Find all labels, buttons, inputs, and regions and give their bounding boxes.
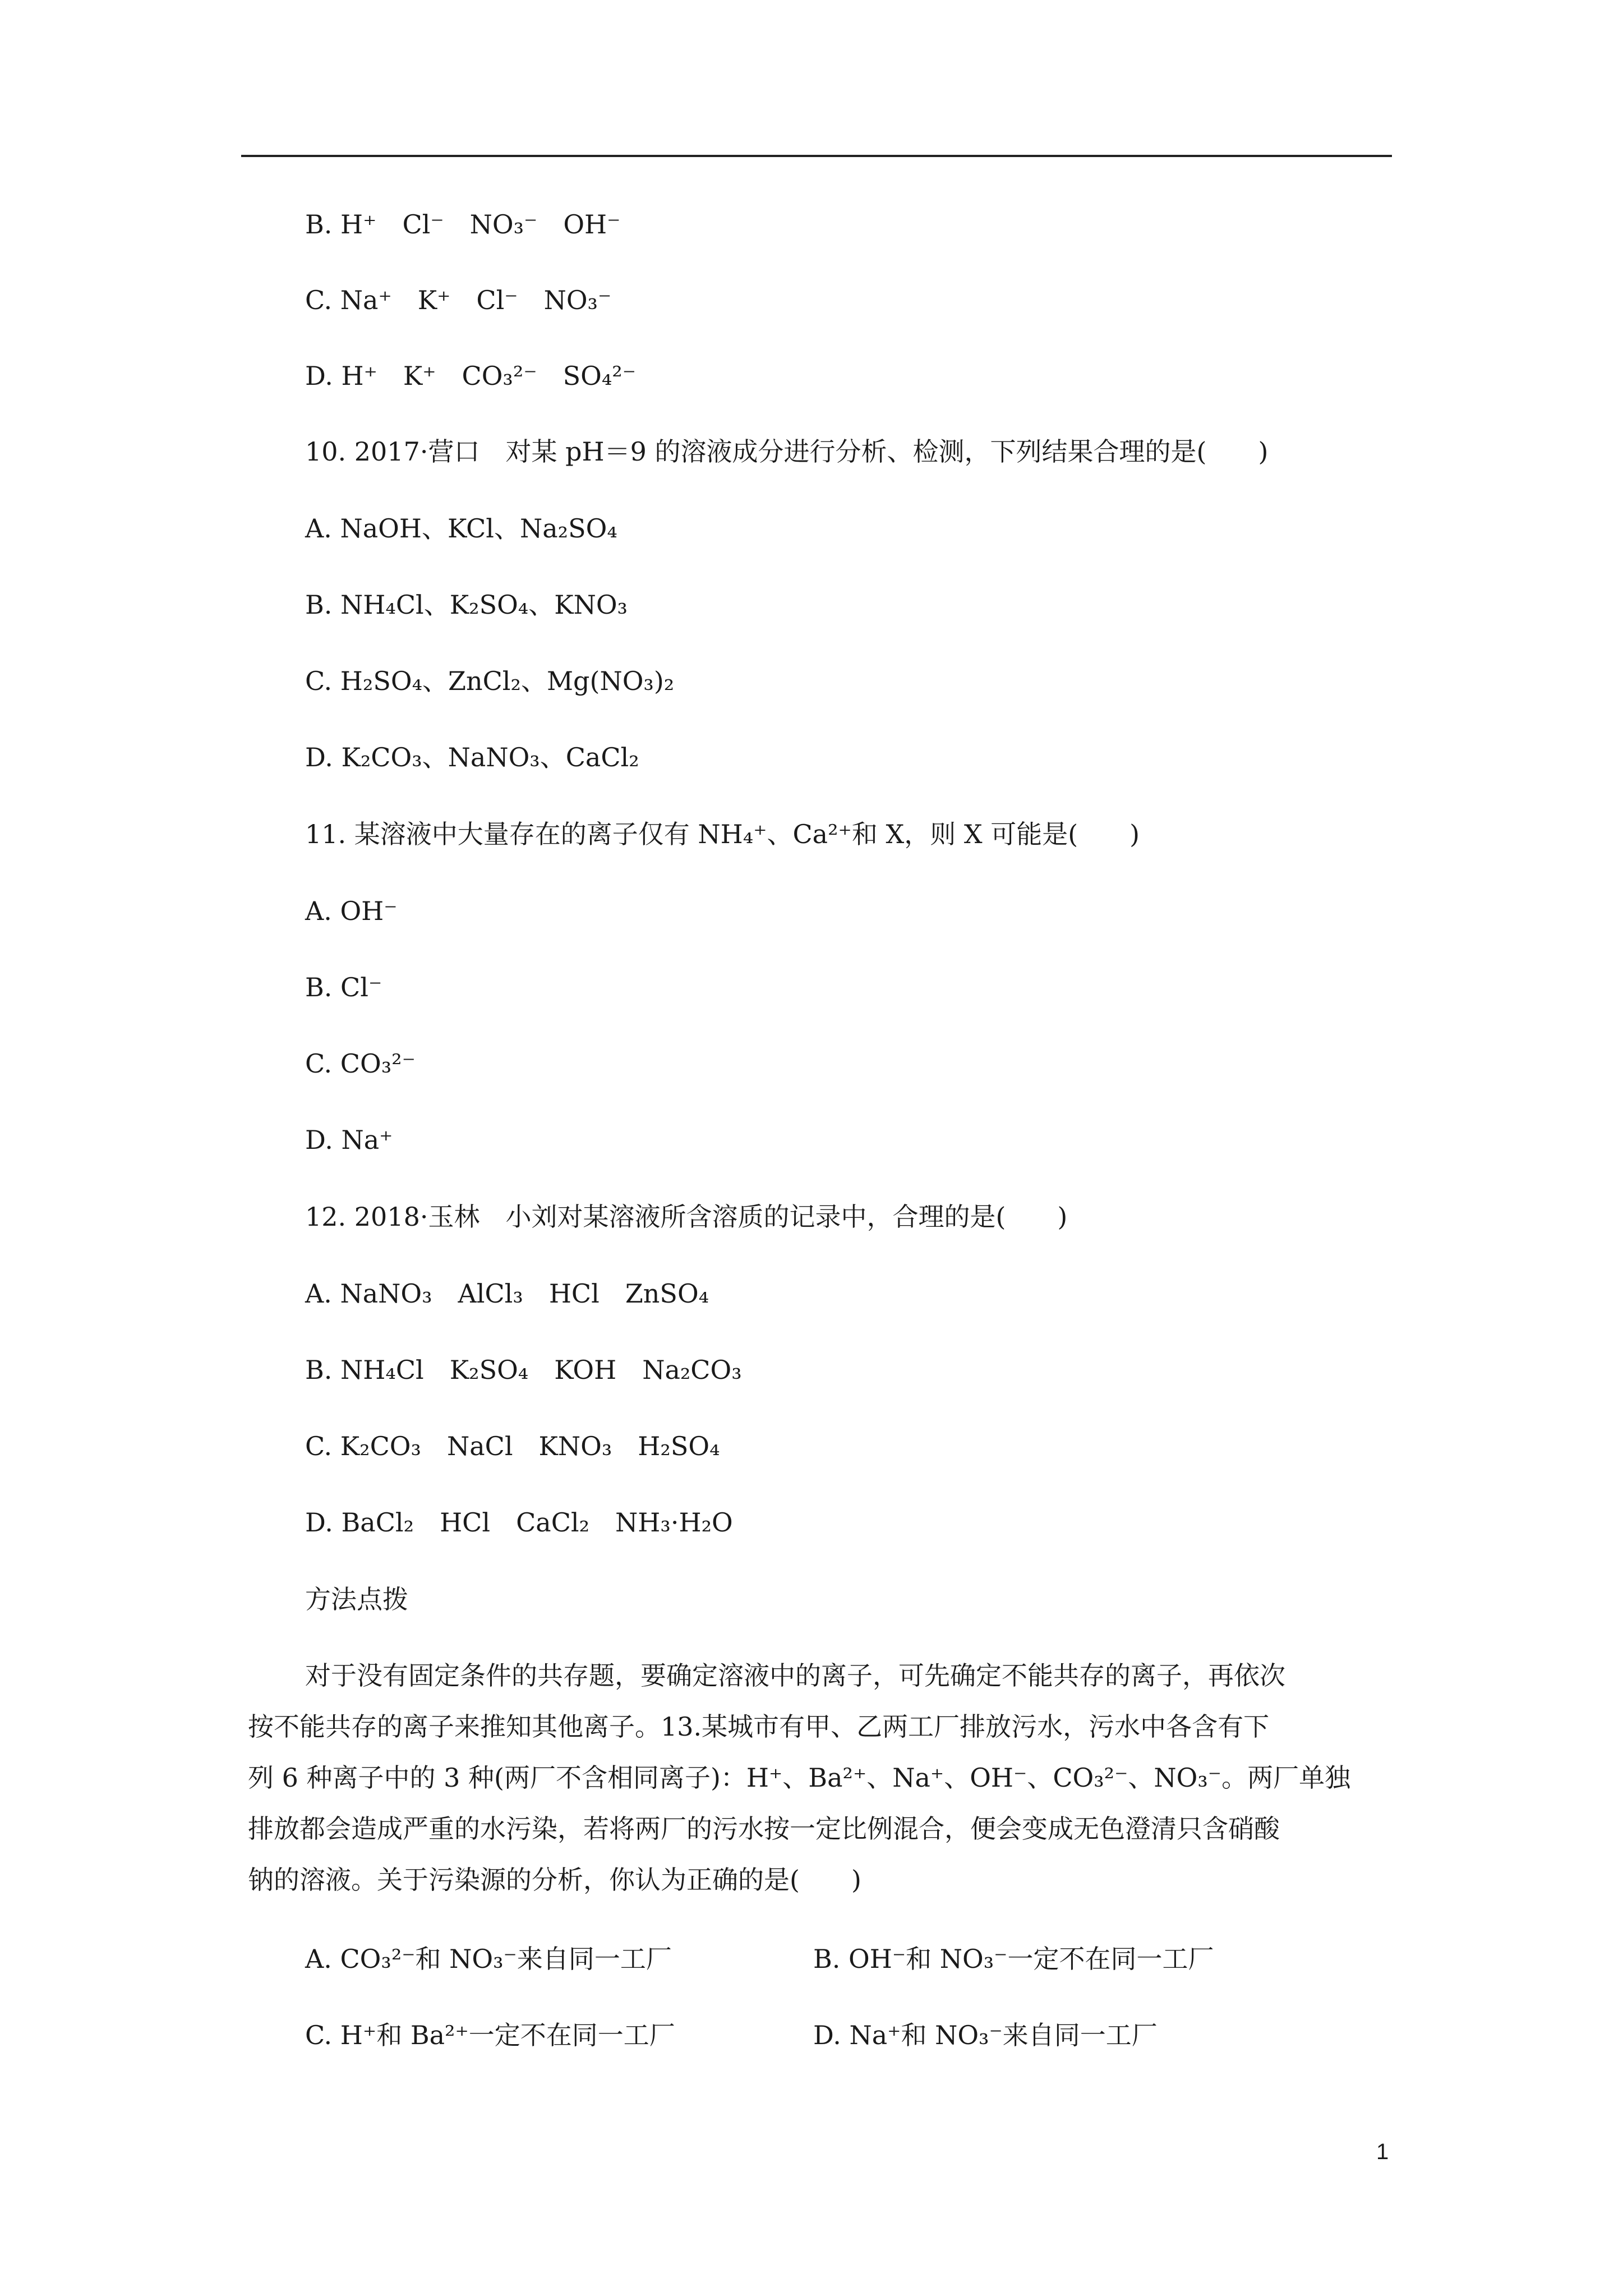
q9-option-c: C. Na⁺ K⁺ Cl⁻ NO₃⁻ — [305, 285, 612, 315]
header-rule — [241, 155, 1392, 157]
q13-option-c: C. H⁺和 Ba²⁺一定不在同一工厂 — [305, 2020, 675, 2050]
method-paragraph-line-5: 钠的溶液。关于污染源的分析，你认为正确的是( ) — [248, 1865, 861, 1895]
q12-option-d: D. BaCl₂ HCl CaCl₂ NH₃·H₂O — [305, 1507, 733, 1538]
page-number: 1 — [1376, 2139, 1389, 2164]
q10-option-a: A. NaOH、KCl、Na₂SO₄ — [305, 513, 617, 544]
method-paragraph-line-2: 按不能共存的离子来推知其他离子。13.某城市有甲、乙两工厂排放污水，污水中各含有下 — [248, 1711, 1270, 1742]
q12-stem: 12. 2018·玉林 小刘对某溶液所含溶质的记录中，合理的是( ) — [305, 1202, 1068, 1232]
q11-stem: 11. 某溶液中大量存在的离子仅有 NH₄⁺、Ca²⁺和 X，则 X 可能是( ) — [305, 819, 1140, 849]
q13-option-a: A. CO₃²⁻和 NO₃⁻来自同一工厂 — [305, 1944, 672, 1974]
method-paragraph-line-4: 排放都会造成严重的水污染，若将两厂的污水按一定比例混合，便会变成无色澄清只含硝酸 — [248, 1814, 1280, 1844]
q13-option-b: B. OH⁻和 NO₃⁻一定不在同一工厂 — [813, 1944, 1214, 1974]
q12-option-b: B. NH₄Cl K₂SO₄ KOH Na₂CO₃ — [305, 1355, 742, 1385]
q10-option-c: C. H₂SO₄、ZnCl₂、Mg(NO₃)₂ — [305, 666, 675, 696]
method-heading: 方法点拨 — [305, 1584, 408, 1614]
q11-option-d: D. Na⁺ — [305, 1125, 393, 1155]
q9-option-d: D. H⁺ K⁺ CO₃²⁻ SO₄²⁻ — [305, 361, 636, 391]
method-paragraph-line-1: 对于没有固定条件的共存题，要确定溶液中的离子，可先确定不能共存的离子，再依次 — [305, 1660, 1285, 1691]
q10-option-b: B. NH₄Cl、K₂SO₄、KNO₃ — [305, 590, 628, 620]
q12-option-a: A. NaNO₃ AlCl₃ HCl ZnSO₄ — [305, 1278, 709, 1309]
q10-option-d: D. K₂CO₃、NaNO₃、CaCl₂ — [305, 742, 639, 772]
q10-stem: 10. 2017·营口 对某 pH＝9 的溶液成分进行分析、检测，下列结果合理的是( ) — [305, 436, 1269, 467]
q12-option-c: C. K₂CO₃ NaCl KNO₃ H₂SO₄ — [305, 1431, 720, 1461]
method-paragraph-line-3: 列 6 种离子中的 3 种(两厂不含相同离子)：H⁺、Ba²⁺、Na⁺、OH⁻、CO₃²⁻、NO₃⁻。两厂单独 — [248, 1763, 1351, 1793]
q9-option-b: B. H⁺ Cl⁻ NO₃⁻ OH⁻ — [305, 209, 621, 240]
q11-option-c: C. CO₃²⁻ — [305, 1048, 416, 1079]
q13-option-d: D. Na⁺和 NO₃⁻来自同一工厂 — [813, 2020, 1158, 2050]
q11-option-b: B. Cl⁻ — [305, 972, 382, 1002]
q11-option-a: A. OH⁻ — [305, 896, 398, 926]
